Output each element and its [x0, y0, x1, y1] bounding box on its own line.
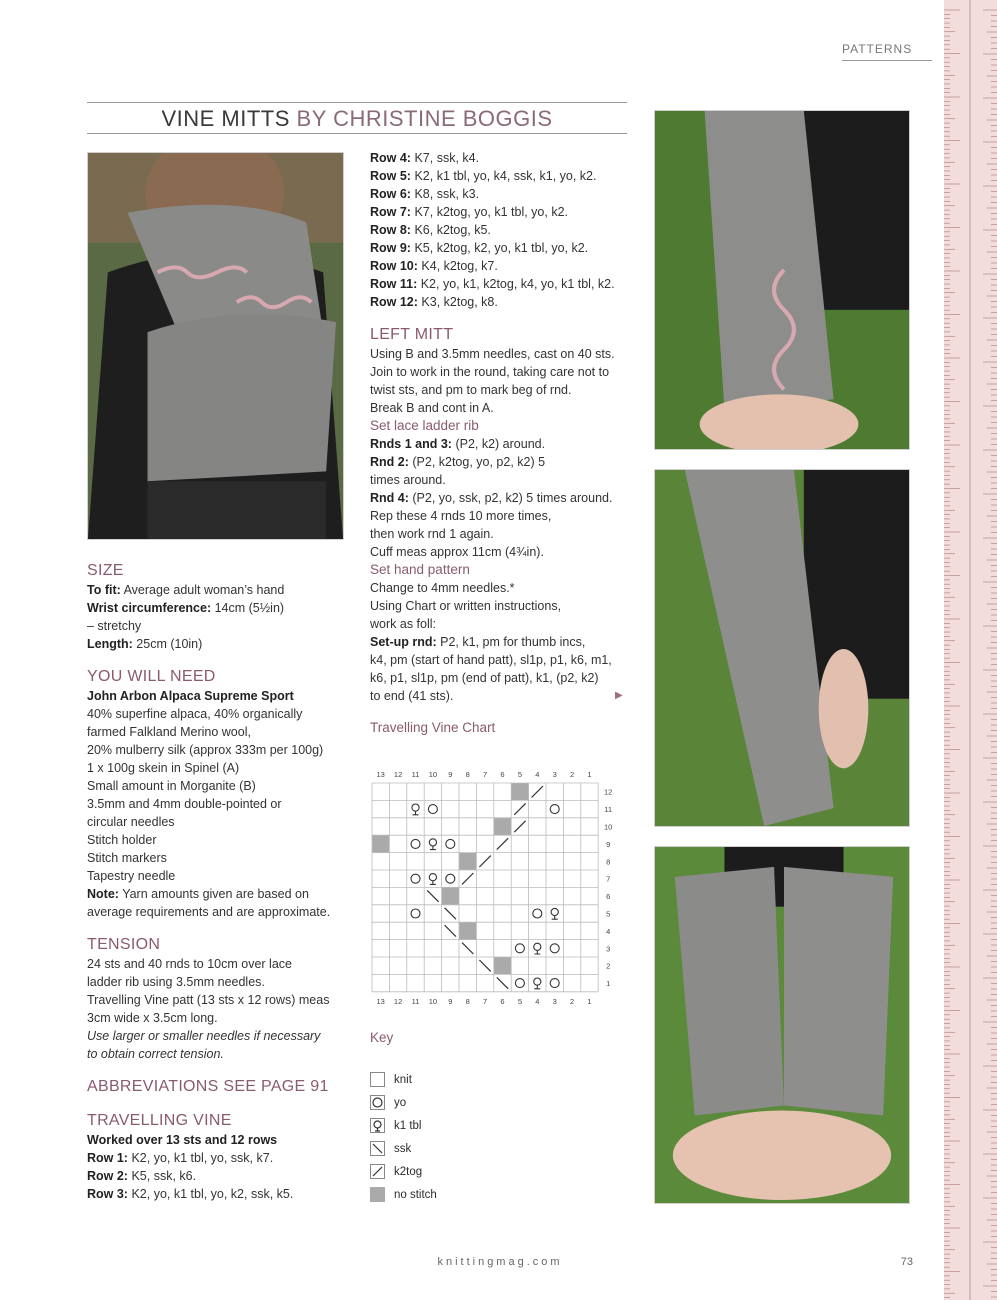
- photo-mitts-pair: [654, 846, 910, 1204]
- tension-line: ladder rib using 3.5mm needles.: [87, 975, 265, 989]
- cast-on-line: Using B and 3.5mm needles, cast on 40 sts.: [370, 347, 615, 361]
- size-heading: SIZE: [87, 562, 124, 579]
- repeat-line: then work rnd 1 again.: [370, 527, 494, 541]
- chart-row-label: 5: [606, 909, 611, 919]
- vine-heading: TRAVELLING VINE: [87, 1112, 232, 1129]
- rnd-1-3: Rnds 1 and 3: (P2, k2) around.: [370, 437, 546, 451]
- chart-cell-yo: [411, 839, 420, 848]
- chart-cell-k2tog: [479, 856, 490, 867]
- cast-on-line: Break B and cont in A.: [370, 401, 494, 415]
- vine-row: Row 8: K6, k2tog, k5.: [370, 223, 491, 237]
- need-line: Tapestry needle: [87, 869, 176, 883]
- chart-col-label-bottom: 3: [552, 996, 557, 1006]
- size-fit: To fit: Average adult woman’s hand: [87, 583, 285, 597]
- chart-cell-yo: [550, 944, 559, 953]
- pattern-name: VINE MITTS: [161, 106, 290, 131]
- vine-row: Row 3: K2, yo, k1 tbl, yo, k2, ssk, k5.: [87, 1187, 294, 1201]
- chart-col-label-bottom: 5: [517, 996, 522, 1006]
- page-title: [87, 106, 627, 132]
- vine-row: Row 4: K7, ssk, k4.: [370, 151, 480, 165]
- chart-cell-k2tog: [497, 838, 508, 849]
- vine-row: Row 7: K7, k2tog, yo, k1 tbl, yo, k2.: [370, 205, 569, 219]
- chart-col-label-bottom: 7: [483, 996, 488, 1006]
- need-line: 40% superfine alpaca, 40% organically: [87, 707, 303, 721]
- chart-cell-k2tog: [514, 803, 525, 814]
- size-wrist-note: – stretchy: [87, 619, 142, 633]
- chart-col-label-top: 13: [376, 770, 385, 779]
- chart-row-label: 12: [604, 787, 613, 797]
- need-line: 20% mulberry silk (approx 333m per 100g): [87, 743, 324, 757]
- chart-row-label: 2: [606, 961, 611, 971]
- chart-cell-ssk: [462, 943, 473, 954]
- need-line: 1 x 100g skein in Spinel (A): [87, 761, 240, 775]
- chart-cell-k2tog: [514, 821, 525, 832]
- rnd-2: Rnd 2: (P2, k2tog, yo, p2, k2) 5: [370, 455, 546, 469]
- tension-line: 3cm wide x 3.5cm long.: [87, 1011, 218, 1025]
- chart-col-label-top: 5: [517, 770, 522, 779]
- chart-cell-no-stitch: [372, 835, 389, 852]
- key-item-no-stitch: no stitch: [370, 1183, 437, 1206]
- abbreviations-heading: ABBREVIATIONS SEE PAGE 91: [87, 1078, 329, 1095]
- tension-italic: Use larger or smaller needles if necessary: [87, 1029, 321, 1043]
- chart-cell-k1tbl: [412, 804, 419, 811]
- main-photo: [87, 152, 344, 540]
- need-line: Stitch holder: [87, 833, 157, 847]
- travelling-vine-chart: [368, 765, 623, 1010]
- chart-cell-k1tbl: [429, 874, 436, 881]
- chart-cell-yo: [550, 805, 559, 814]
- knit-symbol-icon: [370, 1072, 385, 1087]
- vine-row: Row 2: K5, ssk, k6.: [87, 1169, 197, 1183]
- chart-col-label-bottom: 10: [428, 996, 438, 1006]
- chart-row-label: 1: [606, 979, 611, 989]
- chart-cell-k1tbl: [534, 978, 541, 985]
- k1tbl-symbol-icon: [370, 1118, 385, 1133]
- chart-col-label-bottom: 13: [376, 996, 385, 1006]
- size-wrist: Wrist circumference: 14cm (5½in): [87, 601, 285, 615]
- chart-cell-no-stitch: [442, 887, 459, 904]
- page-number: 73: [900, 1256, 913, 1268]
- chart-title: Travelling Vine Chart: [370, 720, 496, 735]
- need-line: Small amount in Morganite (B): [87, 779, 256, 793]
- vine-row: Row 12: K3, k2tog, k8.: [370, 295, 498, 309]
- chart-key: [370, 1068, 437, 1206]
- chart-row-label: 9: [606, 839, 611, 849]
- chart-col-label-top: 12: [393, 770, 403, 779]
- chart-col-label-top: 6: [500, 770, 505, 779]
- footer-url: knittingmag.com: [437, 1256, 563, 1268]
- chart-row-label: 6: [606, 892, 611, 902]
- key-item-yo: yo: [370, 1091, 437, 1114]
- chart-row-label: 11: [604, 805, 613, 815]
- chart-col-label-bottom: 4: [535, 996, 540, 1006]
- chart-cell-no-stitch: [511, 783, 528, 800]
- tension-heading: TENSION: [87, 936, 161, 953]
- need-line: circular needles: [87, 815, 175, 829]
- hand-pattern-subheading: Set hand pattern: [370, 562, 470, 577]
- repeat-line: Cuff meas approx 11cm (4¾in).: [370, 545, 544, 559]
- chart-row-label: 3: [606, 944, 611, 954]
- yarn-name: John Arbon Alpaca Supreme Sport: [87, 689, 294, 703]
- chart-col-label-top: 4: [535, 770, 540, 779]
- chart-cell-no-stitch: [459, 853, 476, 870]
- rnd-2-cont: times around.: [370, 473, 446, 487]
- key-item-k2tog: k2tog: [370, 1160, 437, 1183]
- chart-col-label-top: 9: [448, 770, 453, 779]
- hand-line: Using Chart or written instructions,: [370, 599, 562, 613]
- chart-row-label: 7: [606, 874, 611, 884]
- chart-col-label-bottom: 9: [448, 996, 453, 1006]
- hand-line: Change to 4mm needles.*: [370, 581, 515, 595]
- chart-cell-no-stitch: [494, 818, 511, 835]
- designer-byline: BY CHRISTINE BOGGIS: [296, 106, 553, 131]
- chart-cell-yo: [411, 874, 420, 883]
- left-column: [87, 561, 352, 1203]
- vine-row: Row 9: K5, k2tog, k2, yo, k1 tbl, yo, k2.: [370, 241, 589, 255]
- need-note-cont: average requirements and are approximate.: [87, 905, 331, 919]
- vine-row: Row 6: K8, ssk, k3.: [370, 187, 480, 201]
- chart-cell-yo: [446, 874, 455, 883]
- need-line: 3.5mm and 4mm double-pointed or: [87, 797, 282, 811]
- chart-col-label-top: 10: [428, 770, 438, 779]
- key-heading: Key: [370, 1030, 394, 1045]
- key-item-ssk: ssk: [370, 1137, 437, 1160]
- chart-cell-k1tbl: [551, 908, 558, 915]
- cast-on-line: Join to work in the round, taking care not to: [370, 365, 610, 379]
- need-heading: YOU WILL NEED: [87, 668, 216, 685]
- chart-col-label-bottom: 6: [500, 996, 505, 1006]
- chart-col-label-bottom: 8: [465, 996, 470, 1006]
- no-stitch-symbol-icon: [370, 1187, 385, 1202]
- section-tag: PATTERNS: [842, 42, 913, 56]
- repeat-line: Rep these 4 rnds 10 more times,: [370, 509, 552, 523]
- left-mitt-heading: LEFT MITT: [370, 326, 454, 343]
- ruler-ticks: [944, 0, 997, 1300]
- rnd-4: Rnd 4: (P2, yo, ssk, p2, k2) 5 times around.: [370, 491, 613, 505]
- chart-col-label-top: 2: [570, 770, 575, 779]
- ssk-symbol-icon: [370, 1141, 385, 1156]
- tension-italic: to obtain correct tension.: [87, 1047, 224, 1061]
- vine-intro: Worked over 13 sts and 12 rows: [87, 1133, 278, 1147]
- chart-col-label-top: 7: [483, 770, 488, 779]
- lace-rib-subheading: Set lace ladder rib: [370, 418, 479, 433]
- key-item-knit: knit: [370, 1068, 437, 1091]
- continue-arrow-icon: ▶: [615, 690, 623, 701]
- chart-cell-no-stitch: [494, 957, 511, 974]
- chart-row-label: 8: [606, 857, 611, 867]
- title-rule-top: [87, 102, 627, 103]
- chart-cell-yo: [550, 979, 559, 988]
- setup-rnd: Set-up rnd: P2, k1, pm for thumb incs,: [370, 635, 586, 649]
- chart-cell-yo: [411, 909, 420, 918]
- chart-row-label: 10: [604, 822, 613, 832]
- need-line: Stitch markers: [87, 851, 167, 865]
- k2tog-symbol-icon: [370, 1164, 385, 1179]
- chart-col-label-bottom: 1: [587, 996, 592, 1006]
- chart-col-label-top: 8: [465, 770, 470, 779]
- key-heading-wrap: [370, 1029, 570, 1047]
- chart-cell-k1tbl: [429, 839, 436, 846]
- size-length: Length: 25cm (10in): [87, 637, 203, 651]
- ruler-strip: [944, 0, 997, 1300]
- chart-cell-ssk: [479, 960, 490, 971]
- setup-line: k6, p1, sl1p, pm (end of patt), k1, (p2, k2): [370, 671, 599, 685]
- chart-col-label-top: 1: [587, 770, 592, 779]
- chart-cell-yo: [533, 909, 542, 918]
- middle-column: [370, 149, 635, 737]
- chart-cell-yo: [446, 839, 455, 848]
- vine-row: Row 11: K2, yo, k1, k2tog, k4, yo, k1 tbl, k2.: [370, 277, 615, 291]
- need-line: farmed Falkland Merino wool,: [87, 725, 251, 739]
- tension-line: Travelling Vine patt (13 sts x 12 rows) meas: [87, 993, 330, 1007]
- setup-line: k4, pm (start of hand patt), sl1p, p1, k6, m1,: [370, 653, 612, 667]
- yo-symbol-icon: [370, 1095, 385, 1110]
- hand-line: work as foll:: [370, 617, 436, 631]
- chart-cell-ssk: [497, 977, 508, 988]
- chart-cell-k2tog: [462, 873, 473, 884]
- photo-mitt-vine: [654, 110, 910, 450]
- chart-col-label-top: 11: [411, 770, 420, 779]
- chart-cell-ssk: [445, 925, 456, 936]
- chart-cell-k1tbl: [534, 943, 541, 950]
- vine-row: Row 1: K2, yo, k1 tbl, yo, ssk, k7.: [87, 1151, 274, 1165]
- vine-row: Row 10: K4, k2tog, k7.: [370, 259, 498, 273]
- photo-mitt-lace: [654, 469, 910, 827]
- chart-cell-yo: [515, 944, 524, 953]
- chart-cell-yo: [428, 805, 437, 814]
- chart-cell-yo: [515, 979, 524, 988]
- cast-on-line: twist sts, and pm to mark beg of rnd.: [370, 383, 572, 397]
- chart-col-label-bottom: 12: [393, 996, 403, 1006]
- chart-cell-ssk: [445, 908, 456, 919]
- chart-cell-ssk: [427, 890, 438, 901]
- key-item-k1tbl: k1 tbl: [370, 1114, 437, 1137]
- chart-cell-no-stitch: [459, 922, 476, 939]
- section-tag-rule: [842, 60, 932, 61]
- setup-line: to end (41 sts). ▶: [370, 689, 623, 703]
- chart-cell-k2tog: [532, 786, 543, 797]
- vine-row: Row 5: K2, k1 tbl, yo, k4, ssk, k1, yo, k2.: [370, 169, 597, 183]
- chart-col-label-top: 3: [552, 770, 557, 779]
- chart-col-label-bottom: 11: [411, 996, 420, 1006]
- chart-row-label: 4: [606, 926, 611, 936]
- title-rule-bottom: [87, 133, 627, 134]
- need-note: Note: Yarn amounts given are based on: [87, 887, 309, 901]
- tension-line: 24 sts and 40 rnds to 10cm over lace: [87, 957, 292, 971]
- chart-svg: [368, 765, 623, 1010]
- chart-col-label-bottom: 2: [570, 996, 575, 1006]
